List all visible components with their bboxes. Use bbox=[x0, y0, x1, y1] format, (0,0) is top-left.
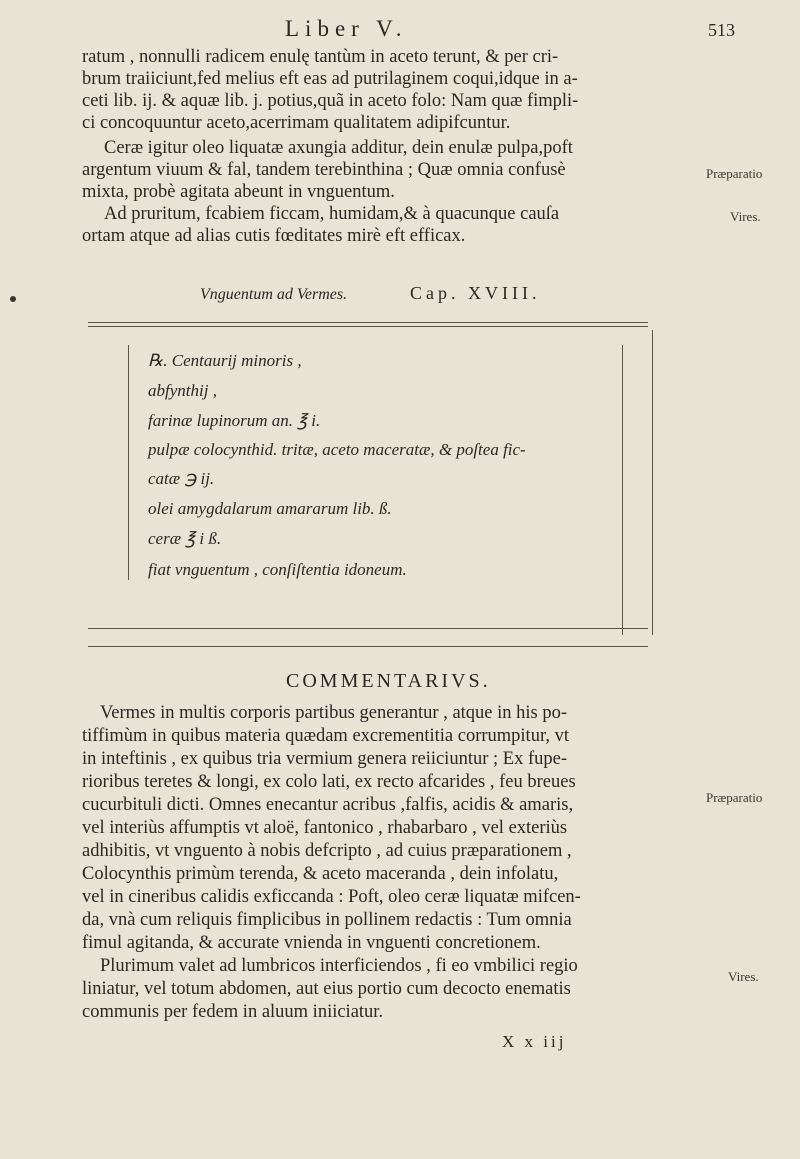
text-line: vel interiùs affumptis vt aloë, fantonico , rhabarbaro , vel exteriùs bbox=[82, 818, 568, 838]
box-left-rule bbox=[128, 345, 129, 580]
text-line: Plurimum valet ad lumbricos interficiendos , fi eo vmbilici regio bbox=[100, 956, 578, 976]
text-line: adhibitis, vt vnguento à nobis defcripto , ad cuius præparationem , bbox=[82, 841, 572, 861]
text-line: cucurbituli dicti. Omnes enecantur acribus ,falfis, acidis & amaris, bbox=[82, 795, 574, 815]
page-header bbox=[0, 14, 800, 44]
margin-note-praeparatio: Præparatio bbox=[706, 790, 763, 805]
text-line: ortam atque ad alias cutis fœditates mirè eft efficax. bbox=[82, 226, 466, 246]
bullet-ornament bbox=[10, 296, 16, 302]
text-line: in inteftinis , ex quibus tria vermium genera reiiciuntur ; Ex fupe- bbox=[82, 749, 567, 769]
text-line: ratum , nonnulli radicem enulę tantùm in aceto terunt, & per cri- bbox=[82, 47, 559, 67]
recipe-line: catæ ℈ ij. bbox=[148, 469, 215, 488]
text-line: Colocynthis primùm terenda, & aceto maceranda , dein infolatu, bbox=[82, 864, 559, 884]
margin-note-praeparatio: Præparatio bbox=[706, 166, 763, 181]
recipe-line: abfynthij , bbox=[148, 381, 217, 400]
recipe-line: pulpæ colocynthid. tritæ, aceto maceratæ, & poſtea fic- bbox=[148, 440, 526, 459]
box-bottom-rule bbox=[88, 628, 648, 629]
box-right-rule bbox=[652, 330, 653, 635]
text-line: rioribus teretes & longi, ex colo lati, ex recto afcarides , feu breues bbox=[82, 772, 576, 792]
text-line: liniatur, vel totum abdomen, aut eius portio cum decocto enematis bbox=[82, 979, 571, 999]
chapter-title: Vnguentum ad Vermes. bbox=[200, 286, 348, 303]
box-right-rule bbox=[622, 345, 623, 635]
recipe-line: ceræ ℥ i ß. bbox=[148, 529, 222, 548]
text-line: Ad pruritum, fcabiem ficcam, humidam,& à quacunque cauſa bbox=[104, 204, 560, 224]
recipe-line: olei amygdalarum amararum lib. ß. bbox=[148, 499, 392, 518]
text-line: mixta, probè agitata abeunt in vnguentum. bbox=[82, 182, 395, 202]
margin-note-vires: Vires. bbox=[730, 209, 761, 224]
recipe-line: farinæ lupinorum an. ℥ i. bbox=[148, 411, 321, 430]
text-line: tiffimùm in quibus materia quædam excrementitia corrumpitur, vt bbox=[82, 726, 569, 746]
text-line: argentum viuum & fal, tandem terebinthina ; Quæ omnia confusè bbox=[82, 160, 566, 180]
signature-mark: X x iij bbox=[502, 1032, 567, 1051]
recipe-line: ℞. Centaurij minoris , bbox=[148, 351, 302, 370]
page-number: 513 bbox=[708, 20, 735, 40]
text-line: vel in cineribus calidis exficcanda : Poft, oleo ceræ liquatæ mifcen- bbox=[82, 887, 581, 907]
running-head: Liber V. bbox=[285, 16, 408, 41]
text-line: ceti lib. ij. & aquæ lib. j. potius,quã in aceto folo: Nam quæ fimpli- bbox=[82, 91, 579, 111]
recipe-line: fiat vnguentum , conſiſtentia idoneum. bbox=[148, 560, 407, 579]
commentary-heading: COMMENTARIVS. bbox=[286, 670, 491, 692]
text-line: ci concoquuntur aceto,acerrimam qualitatem adipifcuntur. bbox=[82, 113, 511, 133]
text-line: Ceræ igitur oleo liquatæ axungia additur, dein enulæ pulpa,poft bbox=[104, 138, 573, 158]
text-line: communis per fedem in aluum iniiciatur. bbox=[82, 1002, 384, 1022]
box-top-rule bbox=[88, 322, 648, 323]
text-line: da, vnà cum reliquis fimplicibus in pollinem redactis : Tum omnia bbox=[82, 910, 572, 930]
text-line: brum traiiciunt,fed melius eft eas ad putrilaginem coqui,idque in a- bbox=[82, 69, 578, 89]
margin-note-vires: Vires. bbox=[728, 969, 759, 984]
text-line: fimul agitanda, & accurate vnienda in vnguenti concretionem. bbox=[82, 933, 541, 953]
box-bottom-rule bbox=[88, 646, 648, 647]
chapter-number: Cap. XVIII. bbox=[410, 283, 541, 303]
text-line: Vermes in multis corporis partibus generantur , atque in his po- bbox=[100, 703, 568, 723]
box-top-rule bbox=[88, 326, 648, 327]
